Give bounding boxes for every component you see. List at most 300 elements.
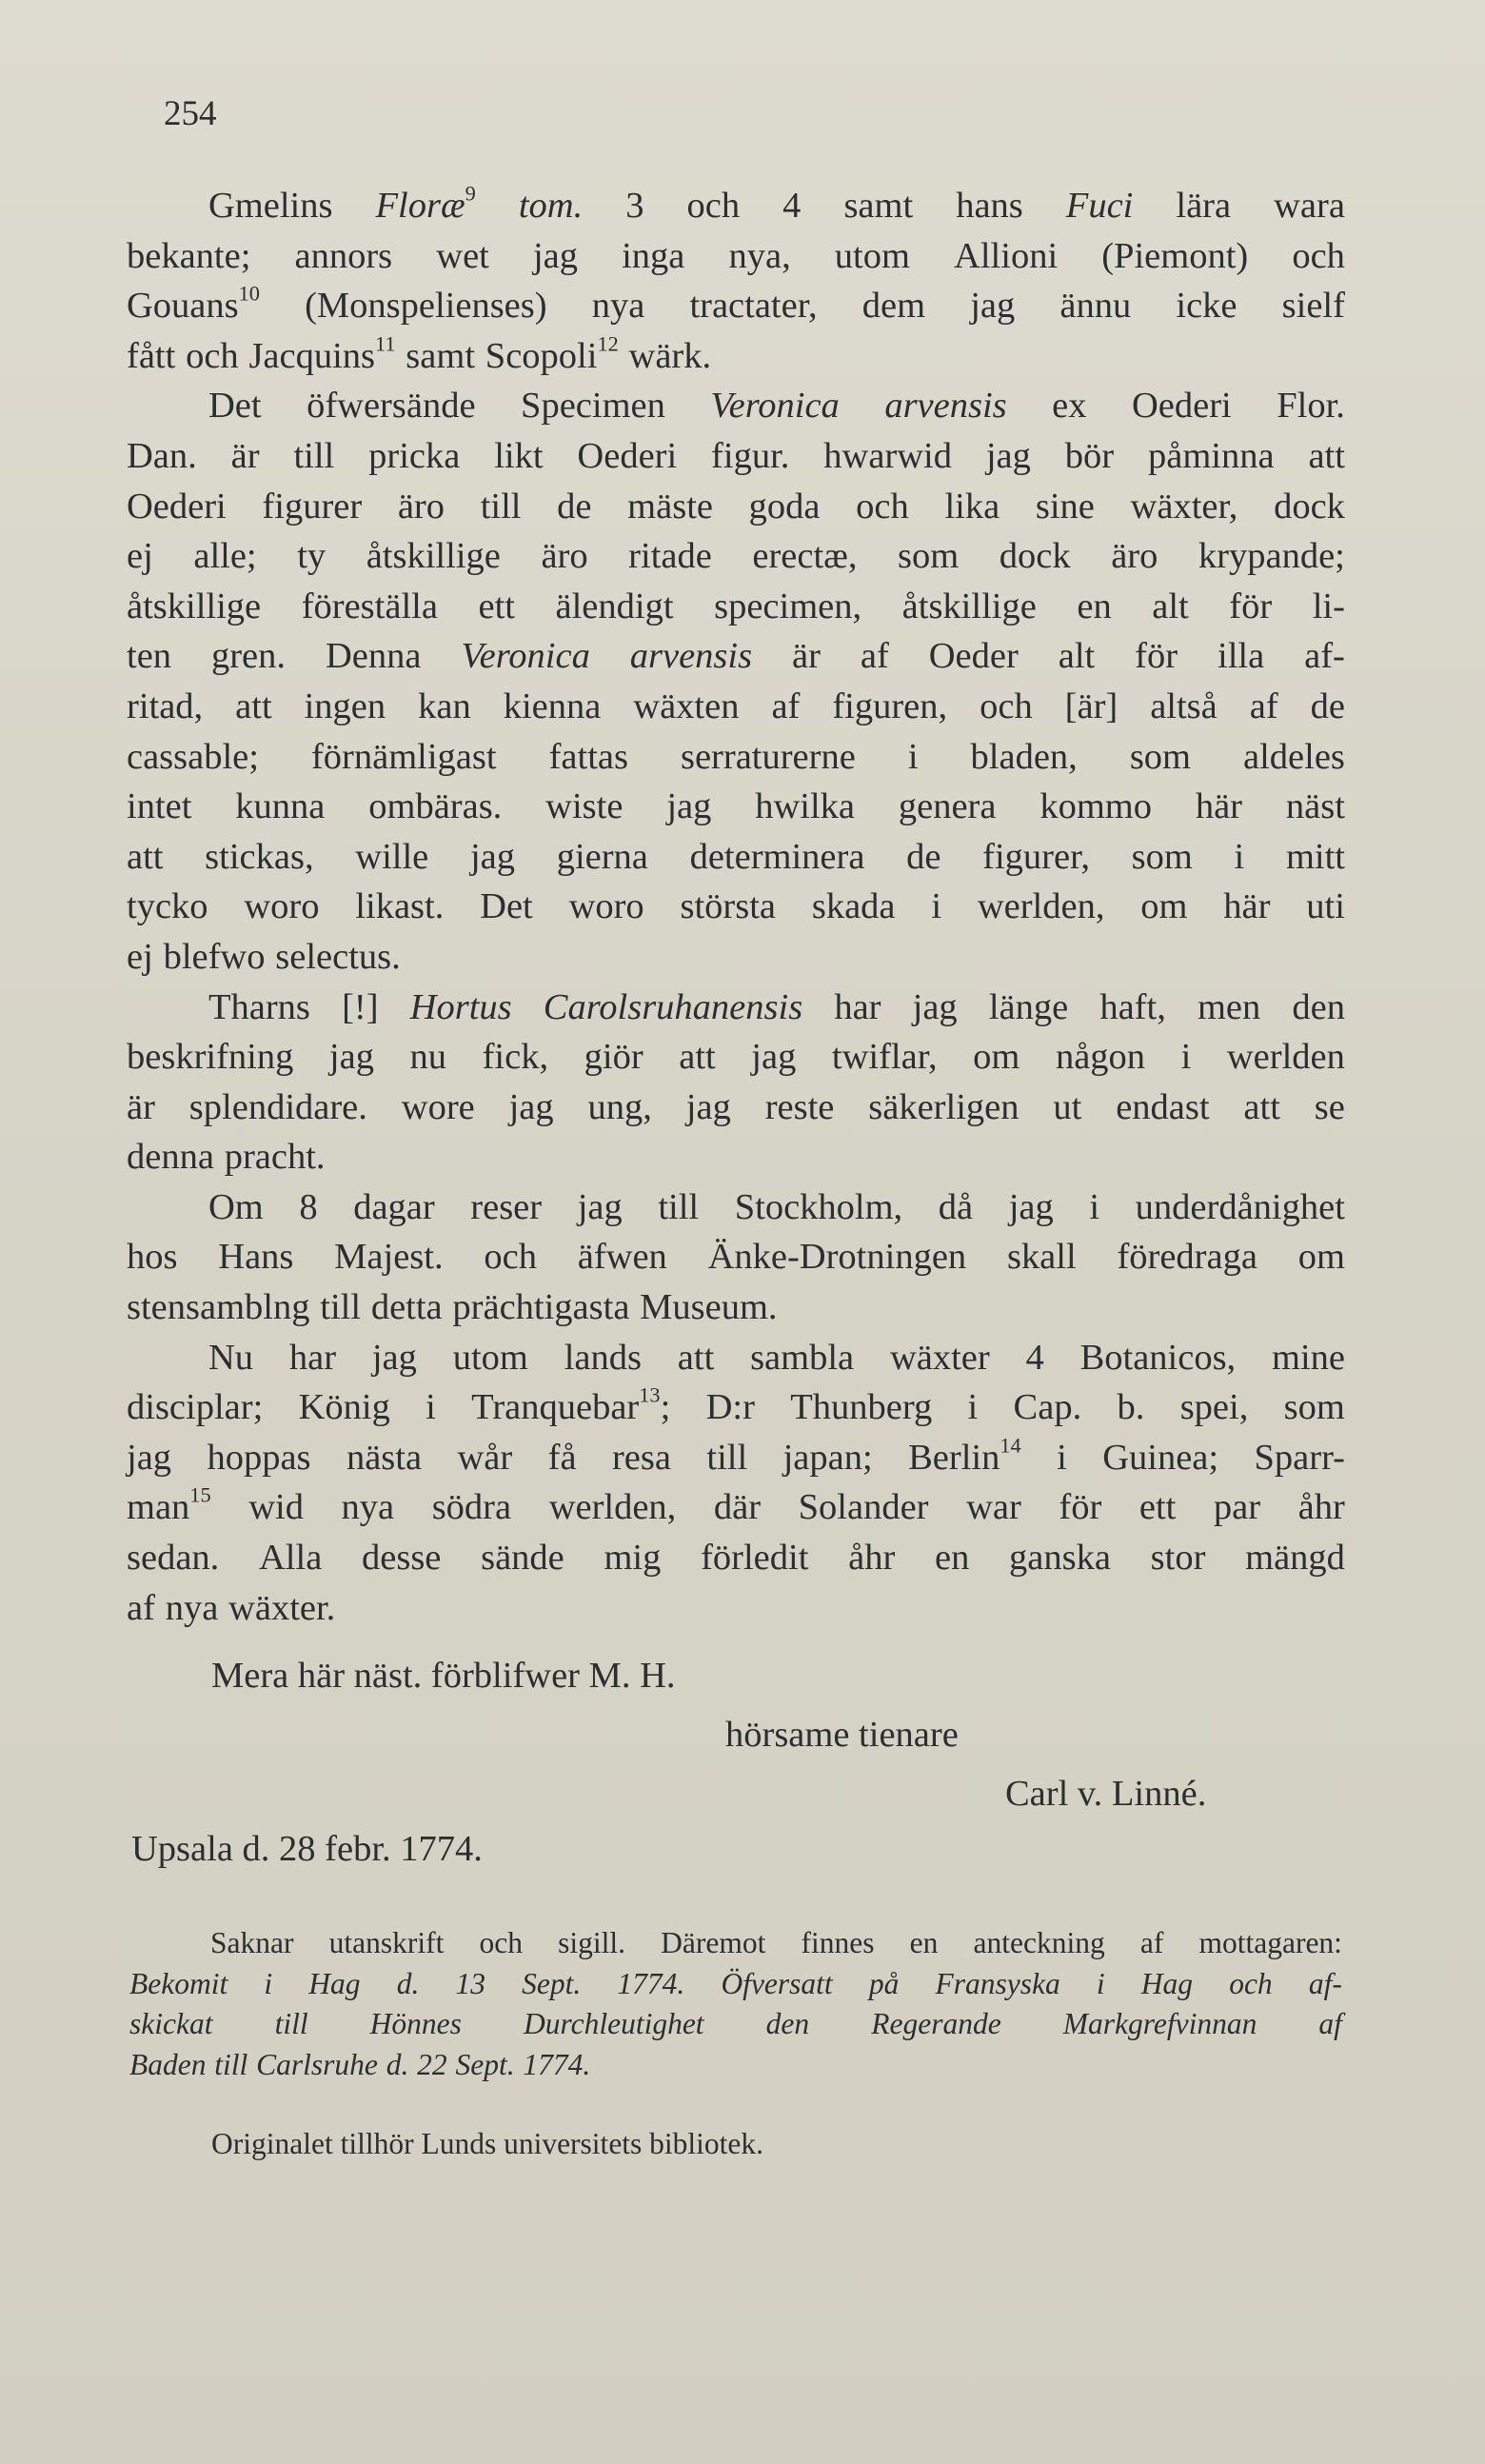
word: Tharns <box>208 986 310 1027</box>
word: wäxten <box>633 686 740 726</box>
word: specimen, <box>714 586 862 626</box>
word: alt <box>1152 586 1189 626</box>
word: Regerande <box>871 2007 1001 2040</box>
word: och <box>484 1237 537 1278</box>
word: hoppas <box>207 1437 311 1478</box>
word: wet <box>436 235 489 276</box>
word: alle; <box>193 536 257 577</box>
word: och <box>479 1926 523 1959</box>
word: föreställa <box>301 586 438 626</box>
word: splendidare. <box>188 1086 367 1127</box>
word: D:r <box>705 1387 755 1428</box>
word: haft, <box>1099 986 1166 1027</box>
word: se <box>1314 1086 1345 1127</box>
word: dem <box>861 286 926 327</box>
word: jag <box>985 435 1031 476</box>
word: näst <box>1285 786 1345 827</box>
word: att <box>1308 435 1345 476</box>
word: Hag <box>1140 1966 1194 2000</box>
word: södra <box>431 1487 512 1528</box>
word: icke <box>1176 286 1238 327</box>
word: genera <box>898 786 997 827</box>
word: öfwersände <box>307 386 476 427</box>
word: utom <box>452 1337 528 1378</box>
word: där <box>713 1487 762 1528</box>
word: arvensis <box>629 636 753 677</box>
text-line <box>127 682 1345 732</box>
word: 22 <box>417 2047 447 2081</box>
word: förnämligast <box>310 736 497 777</box>
word: determinera <box>689 836 865 877</box>
word: altså <box>1150 686 1218 726</box>
word: för <box>1135 636 1178 677</box>
word: äro <box>1111 536 1158 577</box>
word: sände <box>481 1538 564 1579</box>
word: bör <box>1064 435 1115 476</box>
text-line <box>127 1282 1345 1333</box>
word: b. <box>1117 1387 1145 1428</box>
word: erectæ, <box>752 536 858 577</box>
word: Gmelins <box>208 186 333 226</box>
word: de <box>1310 686 1345 726</box>
word: jag <box>751 1037 797 1078</box>
word: hans <box>956 186 1023 226</box>
word: stensamblng <box>127 1287 310 1328</box>
word: Det <box>208 386 262 427</box>
text-line <box>127 381 1345 431</box>
word: hos <box>127 1237 178 1278</box>
word: ty <box>297 536 327 577</box>
word: af <box>860 636 889 677</box>
word: samt <box>843 186 914 226</box>
word: [är] <box>1064 686 1119 726</box>
note-line <box>129 2045 1342 2086</box>
word: af <box>1318 2007 1342 2040</box>
word: åtskillige <box>366 536 501 577</box>
word: som <box>1283 1387 1345 1428</box>
editorial-note <box>129 1923 1342 2085</box>
word: dock <box>1274 486 1345 527</box>
word: att <box>679 1037 716 1078</box>
word: af <box>771 686 801 726</box>
word: till <box>706 1437 748 1478</box>
word: i <box>264 1966 273 2000</box>
page-number: 254 <box>164 94 217 133</box>
word: wid <box>248 1487 304 1528</box>
word: bekante; <box>127 235 251 276</box>
text-line <box>127 1232 1345 1282</box>
word: wäxter <box>889 1337 990 1378</box>
word: jag <box>127 1437 172 1478</box>
text-line <box>127 782 1345 832</box>
word: de <box>557 486 592 527</box>
text-line <box>127 431 1345 482</box>
word: i <box>1089 1186 1100 1227</box>
word: Floræ$^9$ <box>375 181 476 226</box>
word: illa <box>1218 636 1265 677</box>
word: blefwo <box>163 936 266 977</box>
word: älendigt <box>555 586 674 626</box>
word: nya <box>591 286 645 327</box>
word: jag <box>371 1337 417 1378</box>
word: sambla <box>750 1337 855 1378</box>
word: König <box>298 1387 390 1428</box>
word: är <box>230 435 260 476</box>
text-line <box>127 1182 1345 1233</box>
word: wara <box>1274 186 1345 226</box>
word: fattas <box>548 736 628 777</box>
word: aldeles <box>1243 736 1345 777</box>
word: Nu <box>208 1337 254 1378</box>
word: Jacquins$^{11}$ <box>248 331 396 376</box>
note-line <box>129 1964 1342 2005</box>
word: twiflar, <box>831 1037 938 1078</box>
word: fått <box>127 335 176 376</box>
word: detta <box>370 1287 443 1328</box>
word: Denna <box>325 636 422 677</box>
word: mitt <box>1285 836 1345 877</box>
text-line <box>127 1132 1345 1182</box>
word: här <box>1223 886 1271 927</box>
word: i <box>931 886 942 927</box>
word: figur. <box>711 435 790 476</box>
word: (Monspelienses) <box>305 286 547 327</box>
word: tom. <box>518 186 584 226</box>
word: då <box>938 1186 974 1227</box>
word: i <box>1057 1437 1067 1478</box>
word: cassable; <box>127 736 259 777</box>
word: Hönnes <box>369 2007 462 2040</box>
word: ej <box>127 536 153 577</box>
word: tycko <box>127 886 208 927</box>
word: Oeder <box>928 636 1019 677</box>
word: (Piemont) <box>1101 235 1249 276</box>
word: samt <box>406 335 476 376</box>
word: Thunberg <box>790 1387 933 1428</box>
word: påminna <box>1147 435 1275 476</box>
word: japan; <box>782 1437 873 1478</box>
word: skada <box>811 886 896 927</box>
word: att <box>127 836 164 877</box>
word: ten <box>127 636 172 677</box>
word: spei, <box>1179 1387 1249 1428</box>
word: en <box>909 1926 939 1959</box>
word: intet <box>127 786 192 827</box>
word: nu <box>409 1037 447 1078</box>
word: Sept. <box>455 2047 515 2081</box>
word: utanskrift <box>328 1926 445 1959</box>
word: giör <box>584 1037 644 1078</box>
word: äfwen <box>577 1237 667 1278</box>
word: ett <box>478 586 515 626</box>
word: äro <box>397 486 446 527</box>
word: dagar <box>353 1186 435 1227</box>
word: till <box>214 2047 248 2081</box>
word: jag <box>532 235 578 276</box>
word: Alla <box>259 1538 323 1579</box>
word: woro <box>244 886 320 927</box>
word: till <box>293 435 335 476</box>
word: wille <box>355 836 429 877</box>
word: sine <box>1035 486 1095 527</box>
word: i <box>1096 1966 1105 2000</box>
word: ritade <box>628 536 712 577</box>
word: [!] <box>342 986 379 1027</box>
word: sedan. <box>127 1538 220 1579</box>
word: lika <box>944 486 1000 527</box>
word: Öfversatt <box>721 1966 833 2000</box>
word: i <box>967 1387 979 1428</box>
word: största <box>680 886 777 927</box>
word: Hag <box>308 1966 361 2000</box>
word: mig <box>604 1538 662 1579</box>
place-and-date: Upsala d. 28 febr. 1774. <box>131 1829 483 1869</box>
word: par <box>1213 1487 1261 1528</box>
word: Oederi <box>127 486 227 527</box>
word: kan <box>418 686 471 726</box>
word: i <box>1234 836 1245 877</box>
word: har <box>834 986 881 1027</box>
word: Sept. <box>522 1966 582 2000</box>
word: är <box>127 1086 155 1127</box>
word: att <box>1243 1086 1280 1127</box>
word: ut <box>1053 1086 1082 1127</box>
word: af <box>1139 1926 1164 1959</box>
word: alt <box>1058 636 1096 677</box>
word: Det <box>480 886 533 927</box>
word: åhr <box>848 1538 896 1579</box>
word: arvensis <box>884 386 1007 427</box>
word: Gouans$^{10}$ <box>127 281 260 327</box>
word: wäxter. <box>228 1587 336 1628</box>
text-line <box>127 1583 1345 1634</box>
word: figurer <box>262 486 363 527</box>
word: någon <box>1055 1037 1146 1078</box>
word: Fransyska <box>935 1966 1060 2000</box>
word: Berlin$^{14}$ <box>908 1433 1021 1478</box>
word: en <box>935 1538 970 1579</box>
word: finnes <box>801 1926 875 1959</box>
word: kommo <box>1040 786 1152 827</box>
word: en <box>1077 586 1112 626</box>
word: krypande; <box>1198 536 1345 577</box>
text-line <box>127 732 1345 783</box>
word: Bekomit <box>129 1966 228 2000</box>
word: på <box>868 1966 900 2000</box>
word: och <box>980 686 1033 726</box>
word: selectus. <box>275 936 401 977</box>
word: länge <box>988 986 1069 1027</box>
word: Oederi <box>1131 386 1232 427</box>
word: serraturerne <box>680 736 856 777</box>
text-line <box>127 1083 1345 1133</box>
word: lära <box>1176 186 1232 226</box>
word: fick, <box>482 1037 549 1078</box>
word: nya, <box>728 235 791 276</box>
word: åtskillige <box>901 586 1037 626</box>
word: annors <box>294 235 393 276</box>
word: som <box>898 536 960 577</box>
word: till <box>480 486 522 527</box>
word: jag <box>685 1086 731 1127</box>
word: ej <box>127 936 153 977</box>
word: figurer, <box>982 836 1090 877</box>
word: mine <box>1272 1337 1345 1378</box>
word: man$^{15}$ <box>127 1483 211 1528</box>
word: Sparr- <box>1254 1437 1345 1478</box>
word: få <box>547 1437 577 1478</box>
word: ett <box>1138 1487 1177 1528</box>
word: Hans <box>218 1237 294 1278</box>
word: och <box>686 186 741 226</box>
word: utom <box>834 235 910 276</box>
word: Däremot <box>661 1926 766 1959</box>
word: Carolsruhanensis <box>543 986 803 1027</box>
word: Markgrefvinnan <box>1062 2007 1257 2040</box>
word: reste <box>764 1086 835 1127</box>
word: den <box>765 2007 810 2040</box>
word: 3 <box>625 186 644 226</box>
servant-line: hörsame tienare <box>725 1715 959 1755</box>
text-line <box>127 1333 1345 1383</box>
word: om <box>1297 1237 1345 1278</box>
word: wiste <box>545 786 624 827</box>
word: goda <box>748 486 821 527</box>
text-line <box>127 231 1345 282</box>
word: förledit <box>701 1538 809 1579</box>
word: werlden, <box>548 1487 677 1528</box>
word: hwilka <box>755 786 856 827</box>
word: mäste <box>627 486 713 527</box>
word: jag <box>577 1186 623 1227</box>
word: Botanicos, <box>1079 1337 1237 1378</box>
text-line <box>127 1433 1345 1483</box>
word: Tranquebar$^{13}$; <box>471 1382 671 1428</box>
origin-note: Originalet tillhör Lunds universitets bibliotek. <box>211 2127 764 2160</box>
word: likt <box>494 435 544 476</box>
word: d. <box>396 1966 420 2000</box>
word: Solander <box>798 1487 929 1528</box>
word: dock <box>999 536 1071 577</box>
word: wår <box>457 1437 513 1478</box>
word: d. <box>386 2047 409 2081</box>
word: i <box>426 1387 436 1428</box>
word: war <box>966 1487 1021 1528</box>
word: resa <box>611 1437 671 1478</box>
word: bladen, <box>970 736 1078 777</box>
word: Scopoli$^{12}$ <box>485 331 619 376</box>
word: nästa <box>346 1437 423 1478</box>
text-line <box>127 181 1345 231</box>
word: af- <box>1304 636 1345 677</box>
word: pricka <box>368 435 461 476</box>
word: äro <box>541 536 588 577</box>
word: Saknar <box>210 1926 294 1959</box>
word: af <box>127 1587 155 1628</box>
word: och <box>1292 235 1345 276</box>
word: för <box>1059 1487 1102 1528</box>
word: som <box>1131 836 1193 877</box>
word: skall <box>1006 1237 1077 1278</box>
word: jag <box>970 286 1016 327</box>
word: stor <box>1150 1538 1206 1579</box>
word: gren. <box>210 636 287 677</box>
word: woro <box>568 886 644 927</box>
word: jag <box>912 986 958 1027</box>
word: jag <box>469 836 515 877</box>
word: nya <box>165 1587 219 1628</box>
word: för <box>1229 586 1273 626</box>
word: uti <box>1306 886 1345 927</box>
word: ganska <box>1009 1538 1111 1579</box>
word: 4 <box>1025 1337 1044 1378</box>
word: Majest. <box>334 1237 444 1278</box>
closing-line: Mera här näst. förblifwer M. H. <box>211 1656 676 1696</box>
word: denna <box>127 1137 214 1178</box>
word: likast. <box>355 886 445 927</box>
word: om <box>1140 886 1188 927</box>
text-line <box>127 1533 1345 1583</box>
word: och <box>186 335 239 376</box>
word: af- <box>1308 1966 1342 2000</box>
word: Allioni <box>954 235 1059 276</box>
word: tractater, <box>689 286 818 327</box>
word: figuren, <box>832 686 948 726</box>
word: och <box>856 486 909 527</box>
text-line <box>127 482 1345 532</box>
word: och <box>1229 1966 1273 2000</box>
word: ung, <box>587 1086 652 1127</box>
word: åtskillige <box>127 586 262 626</box>
word: de <box>906 836 941 877</box>
text-line <box>127 531 1345 582</box>
word: ritad, <box>127 686 204 726</box>
word: jag <box>508 1086 554 1127</box>
word: 13 <box>455 1966 485 2000</box>
word: ingen <box>304 686 386 726</box>
word: Veronica <box>710 386 840 427</box>
word: till <box>274 2007 308 2040</box>
text-line <box>127 582 1345 632</box>
word: Om <box>208 1186 264 1227</box>
word: här <box>1195 786 1243 827</box>
word: wärk. <box>628 335 712 376</box>
word: stickas, <box>205 836 314 877</box>
word: till <box>658 1186 700 1227</box>
word: sigill. <box>558 1926 626 1959</box>
text-line <box>127 932 1345 983</box>
note-line <box>129 1923 1342 1964</box>
word: Durchleutighet <box>524 2007 704 2040</box>
word: Guinea; <box>1102 1437 1219 1478</box>
text-line <box>127 1482 1345 1533</box>
word: sielf <box>1281 286 1345 327</box>
word: af <box>1249 686 1278 726</box>
text-line <box>127 1382 1345 1433</box>
text-line <box>127 631 1345 682</box>
word: inga <box>622 235 685 276</box>
word: men <box>1197 986 1261 1027</box>
word: anteckning <box>973 1926 1105 1959</box>
word: beskrifning <box>127 1037 294 1078</box>
word: Stockholm, <box>734 1186 903 1227</box>
word: lands <box>564 1337 642 1378</box>
word: om <box>973 1037 1020 1078</box>
word: att <box>235 686 272 726</box>
word: Änke-Drotningen <box>707 1237 967 1278</box>
word: Dan. <box>127 435 197 476</box>
text-line <box>127 832 1345 883</box>
